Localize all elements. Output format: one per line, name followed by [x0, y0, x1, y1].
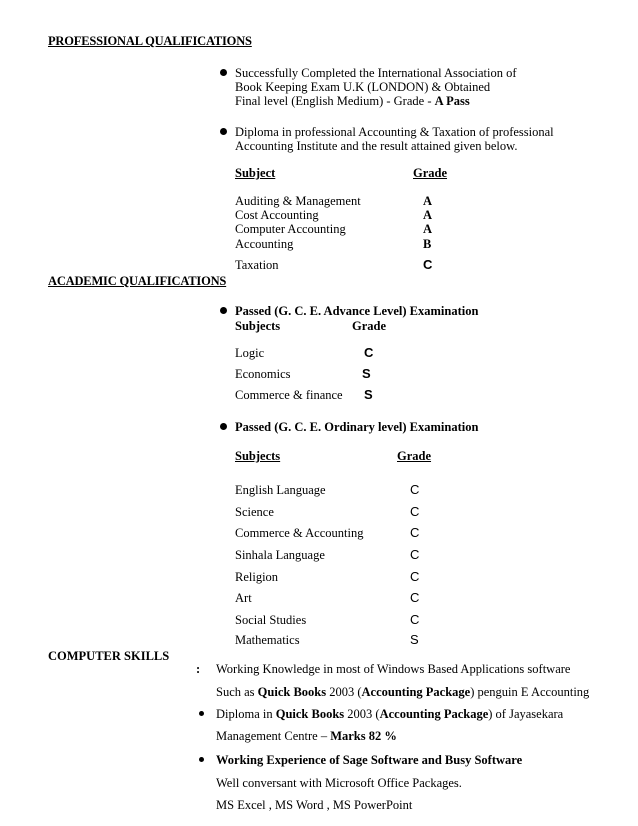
- ol-row-subject: Art: [235, 591, 252, 605]
- bullet-icon: [220, 423, 227, 430]
- al-row-subject: Logic: [235, 346, 265, 360]
- grade-header: Grade: [413, 166, 448, 180]
- table-row-subject: Auditing & Management: [235, 194, 361, 208]
- table-row-grade: B: [423, 237, 432, 251]
- ol-row-grade: C: [410, 569, 420, 584]
- computer-heading: COMPUTER SKILLS: [48, 649, 170, 663]
- academic-heading: ACADEMIC QUALIFICATIONS: [48, 274, 227, 288]
- ol-row-subject: Sinhala Language: [235, 548, 325, 562]
- al-row-grade: S: [364, 387, 373, 402]
- al-grade-label: Grade: [352, 319, 387, 333]
- subject-header: Subject: [235, 166, 276, 180]
- computer-line5: Working Experience of Sage Software and Busy Software: [216, 753, 523, 767]
- ol-row-subject: Religion: [235, 570, 279, 584]
- ol-row-subject: Science: [235, 505, 274, 519]
- prof-item2-line1: Diploma in professional Accounting & Taxation of professional: [235, 125, 554, 139]
- ol-row-grade: C: [410, 547, 420, 562]
- colon: :: [196, 662, 201, 676]
- bullet-icon: [220, 307, 227, 314]
- table-row-subject: Computer Accounting: [235, 222, 346, 236]
- computer-line6: Well conversant with Microsoft Office Packages.: [216, 776, 462, 790]
- table-row-subject: Cost Accounting: [235, 208, 319, 222]
- al-title: Passed (G. C. E. Advance Level) Examination: [235, 304, 479, 318]
- computer-line3: Diploma in Quick Books 2003 (Accounting Package) of Jayasekara: [216, 707, 564, 721]
- prof-item2-line2: Accounting Institute and the result attained given below.: [235, 139, 518, 153]
- computer-line2: Such as Quick Books 2003 (Accounting Package) penguin E Accounting: [216, 685, 590, 699]
- table-row-grade: A: [423, 194, 433, 208]
- ol-row-grade: S: [410, 632, 419, 647]
- table-row-subject: Accounting: [235, 237, 294, 251]
- professional-heading: PROFESSIONAL QUALIFICATIONS: [48, 34, 252, 48]
- al-row-subject: Commerce & finance: [235, 388, 343, 402]
- ol-title: Passed (G. C. E. Ordinary level) Examination: [235, 420, 479, 434]
- ol-grade-label: Grade: [397, 449, 432, 463]
- table-row-subject: Taxation: [235, 258, 279, 272]
- computer-line4: Management Centre – Marks 82 %: [216, 729, 397, 743]
- al-row-grade: C: [364, 345, 374, 360]
- prof-item1-line3: Final level (English Medium) - Grade - A Pass: [235, 94, 470, 108]
- ol-subjects-label: Subjects: [235, 449, 281, 463]
- table-row-grade: A: [423, 222, 433, 236]
- ol-row-grade: C: [410, 590, 420, 605]
- bullet-icon: [220, 69, 227, 76]
- ol-row-grade: C: [410, 525, 420, 540]
- ol-row-subject: Mathematics: [235, 633, 300, 647]
- prof-item1-line2: Book Keeping Exam U.K (LONDON) & Obtained: [235, 80, 491, 94]
- table-row-grade: A: [423, 208, 433, 222]
- ol-row-subject: English Language: [235, 483, 326, 497]
- ol-row-subject: Social Studies: [235, 613, 307, 627]
- ol-row-grade: C: [410, 504, 420, 519]
- al-subjects-label: Subjects: [235, 319, 281, 333]
- table-row-grade: C: [423, 257, 433, 272]
- computer-line7: MS Excel , MS Word , MS PowerPoint: [216, 798, 413, 812]
- bullet-icon: [220, 128, 227, 135]
- ol-row-subject: Commerce & Accounting: [235, 526, 364, 540]
- bullet-icon: [199, 757, 204, 762]
- al-row-subject: Economics: [235, 367, 291, 381]
- computer-line1: Working Knowledge in most of Windows Based Applications software: [216, 662, 571, 676]
- al-row-grade: S: [362, 366, 371, 381]
- prof-item1-line1: Successfully Completed the International Association of: [235, 66, 517, 80]
- ol-row-grade: C: [410, 612, 420, 627]
- bullet-icon: [199, 711, 204, 716]
- ol-row-grade: C: [410, 482, 420, 497]
